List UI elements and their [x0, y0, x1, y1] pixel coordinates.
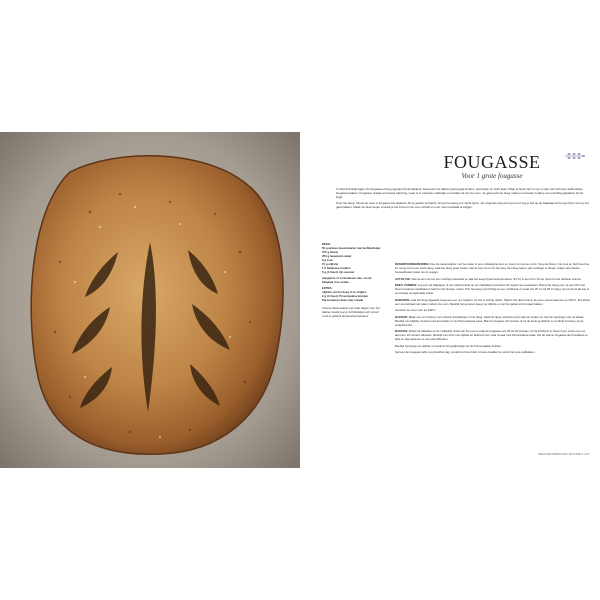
intro-paragraph: Over het deeg: Vanuit de oven is fougasse het lekkerst. Als je gasten verwacht, kun je het deeg een nacht rijzen. De volgende dag vorm je het en leg je het op de bakplaat tot het ga rijzen voor je het gaat bakken. Maak de inkervingen voordat je het brood in de oven schuift om een mooi resultaat te krijgen.: [336, 201, 589, 210]
step-text: Bestrijk het deeg met olijfolie en bestrooi het gelijkmatig met de Provençaalse kruiden.: [395, 343, 502, 348]
method-step: [395, 344, 590, 348]
step-text: Maak met een scherp mes schuine insnijdingen in het deeg. Haal het deeg vanaf het eind naar de randen en trek de openingen iets uit elkaar. Bestrijk met olijfolie, bestrooi met de kruiden en de Parmezaanse kaas. Bak de fougasse 20 minuten of tot de korst goudbruin is en klinkt hol als je op de onderkant tikt.: [395, 314, 585, 327]
recipe-title: FOUGASSE: [443, 152, 541, 172]
step-lead: DESEMVOORBEREIDING:: [395, 262, 430, 266]
ingredient-item: Parmezaanse kaas naar smaak: [322, 298, 364, 302]
step-lead: BAKKEN:: [395, 314, 408, 319]
ingredient-item: 15 g olijfolie: [322, 262, 339, 266]
method-step: [395, 329, 590, 341]
page-number: 107: [584, 452, 590, 456]
intro-paragraph: In Zuid-Frankrijk liggen de fougasses hoog opgetast bij de bakkers, bestrooid met allerlei gedroogde kruiden, specerijen en zelfs kaas. Maar ja hoeft niet zo ver en kan ook zelf deze authentieke fougasse bakken. Fougasse vraagt een beetje planning, maar is in essentie makkelijk en smaakt vol van de oven. Je gaat eerst de deeg maken en kneden zodat je een prachtig gebakken brood krijgt.: [336, 187, 584, 200]
recipe-page: [302, 132, 600, 468]
ingredient-item: 5 g (1 theel.) tijn zeezout: [322, 270, 355, 274]
lavender-sprig-icon: [564, 150, 586, 162]
fougasse-bread-illustration: [0, 132, 300, 468]
step-text: Serveer de fougasse liefst nog dezelfde dag, omdat het brood dan in beste kwaliteit is, wordt het snel oudbakken.: [395, 350, 536, 354]
step-text: Doe de desemstarter met het water in een middelgrote kom en meng ze met een vork. Voeg de bloem, het zout en het brood toe en meng ze tot een zacht deeg. Laat het deeg goed rusten, dek de kom af en zet het weg. Het deeg laat je wat vochtiger of droger maken door kleine hoeveelheden water toe te voegen.: [395, 262, 590, 274]
step-text: Dek de kom af met een vochtige theedoek en laat het deeg bij kamertemperatuur (21°C) in een 8 tot 10 uur rijzen tot het dubbele volume.: [411, 276, 582, 281]
ingredient-item: 8 g zout: [322, 258, 333, 262]
step-text: Verwarm de oven voor tot 230°C.: [395, 308, 437, 312]
page-footer: [538, 452, 590, 456]
step-lead: NARIJZEN:: [395, 297, 410, 302]
method-step: [395, 308, 590, 312]
method-step: [395, 277, 590, 281]
ingredient-item: 2 g (1 theel.) Provençaalse kruiden: [322, 294, 369, 298]
ingredients-note: Voed je desemstarter een paar dagen voor het bakken terwijl je al je luchtbelletjes wilt, brood moet je gebruik bij kamertemperatuur.: [322, 306, 380, 318]
ingredients-heading: margarine of zonnebloem-olie, om de bakplaat in te vetten: [322, 276, 372, 284]
method-step: [395, 315, 590, 327]
ingredient-item: 250 g lauwwarm water: [322, 254, 352, 258]
step-text: Schuif de bakplaat op de middelste richel van de oven en bak de fougasse een 25 tot 30 minuten, tot hij lichtbruin is. Neem hem uit de oven en laat hem 10 minuten afkoelen. Bestrijk hem licht met olijfolie en bestrooi hem naar smaak met Parmezaanse kaas. Zet de warme fougasse als brooddeel op tafel en laat iedereen er een stuk afbreken.: [395, 329, 588, 341]
step-lead: DEEG VORMEN:: [395, 283, 417, 287]
ingredients-list: [322, 240, 382, 318]
method-step: [395, 283, 590, 295]
ingredients-heading: EXTRA:: [322, 286, 333, 290]
ingredient-item: 50 g actieve desemstarter met luchtbelletjes: [322, 246, 381, 250]
ingredients-heading: DEEG:: [322, 242, 331, 246]
ingredient-item: 1 tl Italiaanse kruiden: [322, 266, 351, 270]
recipe-yield: Voor 1 grote fougasse: [461, 172, 523, 180]
method-step: [395, 262, 590, 274]
fougasse-photo: [0, 132, 300, 468]
step-text: Leg een vel bakpapier of een siliconenmat op een bakplaat en bestrooi dit royaal met meelresten. Breng het deeg over op een licht met bloem bestoven werkblad en laat het 10 minuten rusten. Plet het deeg voorzichtig tot een rechthoek of ovaal van 35 cm bij 25 cm lang. Het is prima als het er een beetje onregelmatig uitziet.: [395, 283, 590, 295]
ingredient-item: 375 g bloem: [322, 250, 339, 254]
ingredient-item: olijfolie om het deeg in te strijken: [322, 290, 367, 294]
step-lead: BAKKEN:: [395, 329, 408, 333]
method-steps: [395, 262, 590, 357]
method-step: [395, 350, 590, 354]
method-step: [395, 298, 590, 306]
step-text: Laat het deeg afgedekt ongeveer een uur narijzen, tot het er luchtig uitziet. Tijdens het rijzen kun je de oven voorverwarmen op 240°C. Zet alvast een ovenschaal met water onderin de oven. Bestrijk het gerezen deeg met olijfolie en zet het gebak tot het gaat bakken.: [395, 297, 590, 306]
footer-section: WEEKENDBROOD BAKKEN: [538, 452, 583, 456]
recipe-intro: [336, 187, 590, 211]
step-lead: AUTOLYSE:: [395, 276, 411, 281]
